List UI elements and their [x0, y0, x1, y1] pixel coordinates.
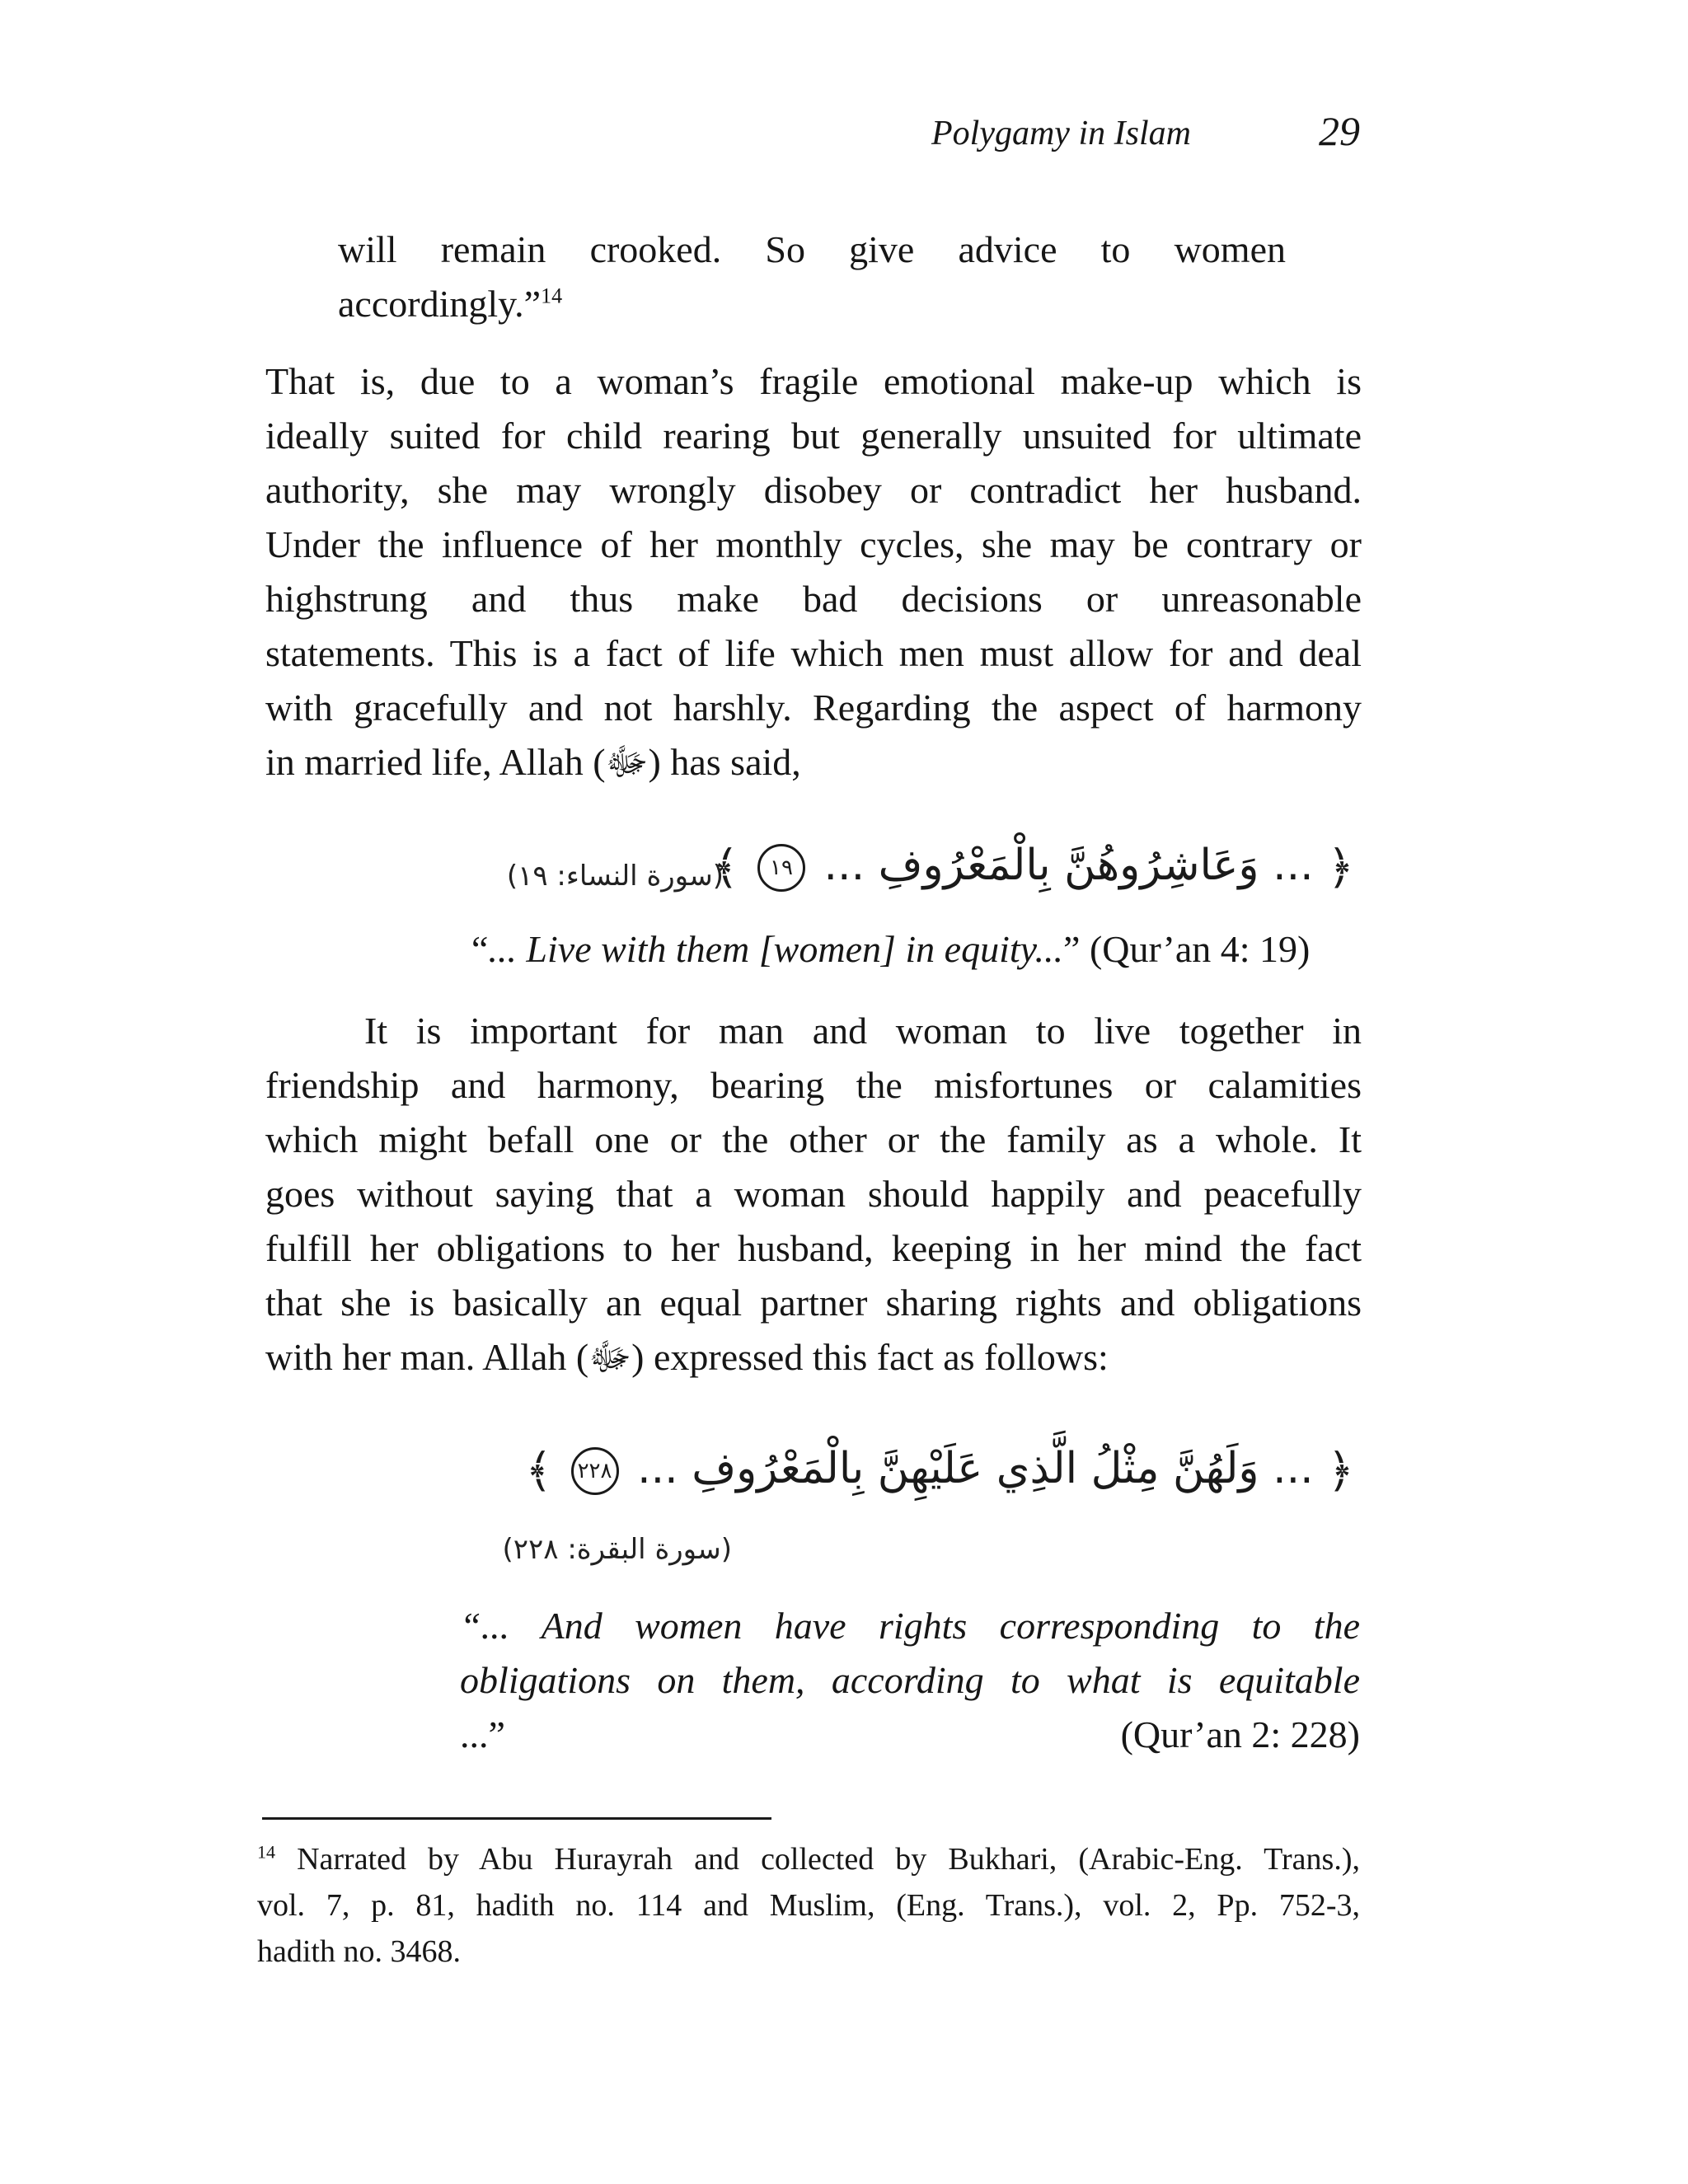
translation-line: obligations on them, according to what is equitable	[460, 1659, 1360, 1701]
surah-reference-2: (سورة البقرة: ٢٢٨)	[502, 1533, 732, 1566]
quran-citation: (Qur’an 2: 228)	[1120, 1713, 1360, 1755]
translation-text: ... Live with them [women] in equity...	[488, 928, 1064, 970]
page-number: 29	[1319, 108, 1360, 154]
footnote	[257, 1836, 1360, 1975]
translation-line: “... And women have rights corresponding to the	[460, 1605, 1360, 1647]
text-line: fulfill her obligations to her husband, keeping in her mind the fact	[265, 1227, 1362, 1269]
text-line: which might befall one or the other or the family as a whole. It	[265, 1118, 1362, 1160]
text-line: It is important for man and woman to live together in	[364, 1010, 1362, 1052]
text-line: with gracefully and not harshly. Regarding the aspect of harmony	[265, 687, 1362, 729]
ornate-bracket-close-icon: ﴾	[525, 1444, 553, 1498]
ornate-bracket-close-icon: ﴾	[711, 841, 739, 895]
verse-1-translation: “... Live with them [women] in equity...” (Qur’an 4: 19)	[471, 928, 1311, 970]
arabic-verse-text: ... وَلَهُنَّ مِثْلُ الَّذِي عَلَيْهِنَّ بِالْمَعْرُوفِ ...	[637, 1444, 1314, 1493]
ayah-number-medallion: ٢٢٨	[571, 1447, 619, 1495]
footnote-separator	[262, 1817, 771, 1820]
running-title: Polygamy in Islam	[931, 115, 1191, 152]
footnote-line: vol. 7, p. 81, hadith no. 114 and Muslim, (Eng. Trans.), vol. 2, Pp. 752-3,	[257, 1888, 1360, 1923]
text-line: with her man. Allah (ﷻ) expressed this fact as follows:	[265, 1336, 1109, 1378]
text-line: Under the influence of her monthly cycles, she may be contrary or	[265, 523, 1362, 565]
ayah-number-medallion: ١٩	[757, 844, 805, 892]
footnote-line: hadith no. 3468.	[257, 1934, 461, 1969]
quran-citation: (Qur’an 4: 19)	[1089, 928, 1311, 970]
text-line: will remain crooked. So give advice to women	[338, 228, 1286, 270]
text-line: in married life, Allah (ﷻ) has said,	[265, 741, 801, 783]
footnote-marker: 14	[541, 284, 563, 308]
arabic-verse-2	[525, 1444, 1354, 1498]
translation-line: ...”	[460, 1713, 505, 1755]
text-line: friendship and harmony, bearing the misfortunes or calamities	[265, 1064, 1362, 1106]
footnote-number: 14	[257, 1841, 275, 1863]
paragraph-1	[265, 354, 1362, 790]
verse-2-translation	[460, 1599, 1360, 1762]
text-line: statements. This is a fact of life which men must allow for and deal	[265, 632, 1362, 674]
text-line: ideally suited for child rearing but generally unsuited for ultimate	[265, 415, 1362, 457]
surah-reference-1: (سورة النساء: ١٩)	[506, 860, 724, 893]
arabic-verse-text: ... وَعَاشِرُوهُنَّ بِالْمَعْرُوفِ ...	[823, 841, 1314, 890]
text-line: authority, she may wrongly disobey or contradict her husband.	[265, 469, 1362, 511]
paragraph-2	[265, 1004, 1362, 1385]
text-line: goes without saying that a woman should happily and peacefully	[265, 1173, 1362, 1215]
text-line: accordingly.”$^{14}$	[338, 283, 563, 325]
text-line: highstrung and thus make bad decisions or unreasonable	[265, 578, 1362, 620]
ornate-bracket-open-icon: ﴿	[1327, 841, 1354, 895]
ornate-bracket-open-icon: ﴿	[1327, 1444, 1354, 1498]
arabic-verse-1	[712, 841, 1354, 895]
hadith-quote-tail	[338, 223, 1286, 331]
text-line: that she is basically an equal partner sharing rights and obligations	[265, 1282, 1362, 1324]
footnote-line: $^{14}$ Narrated by Abu Hurayrah and collected by Bukhari, (Arabic-Eng. Trans.),	[257, 1841, 1360, 1877]
running-header	[931, 107, 1360, 157]
text-line: That is, due to a woman’s fragile emotional make-up which is	[265, 360, 1362, 402]
